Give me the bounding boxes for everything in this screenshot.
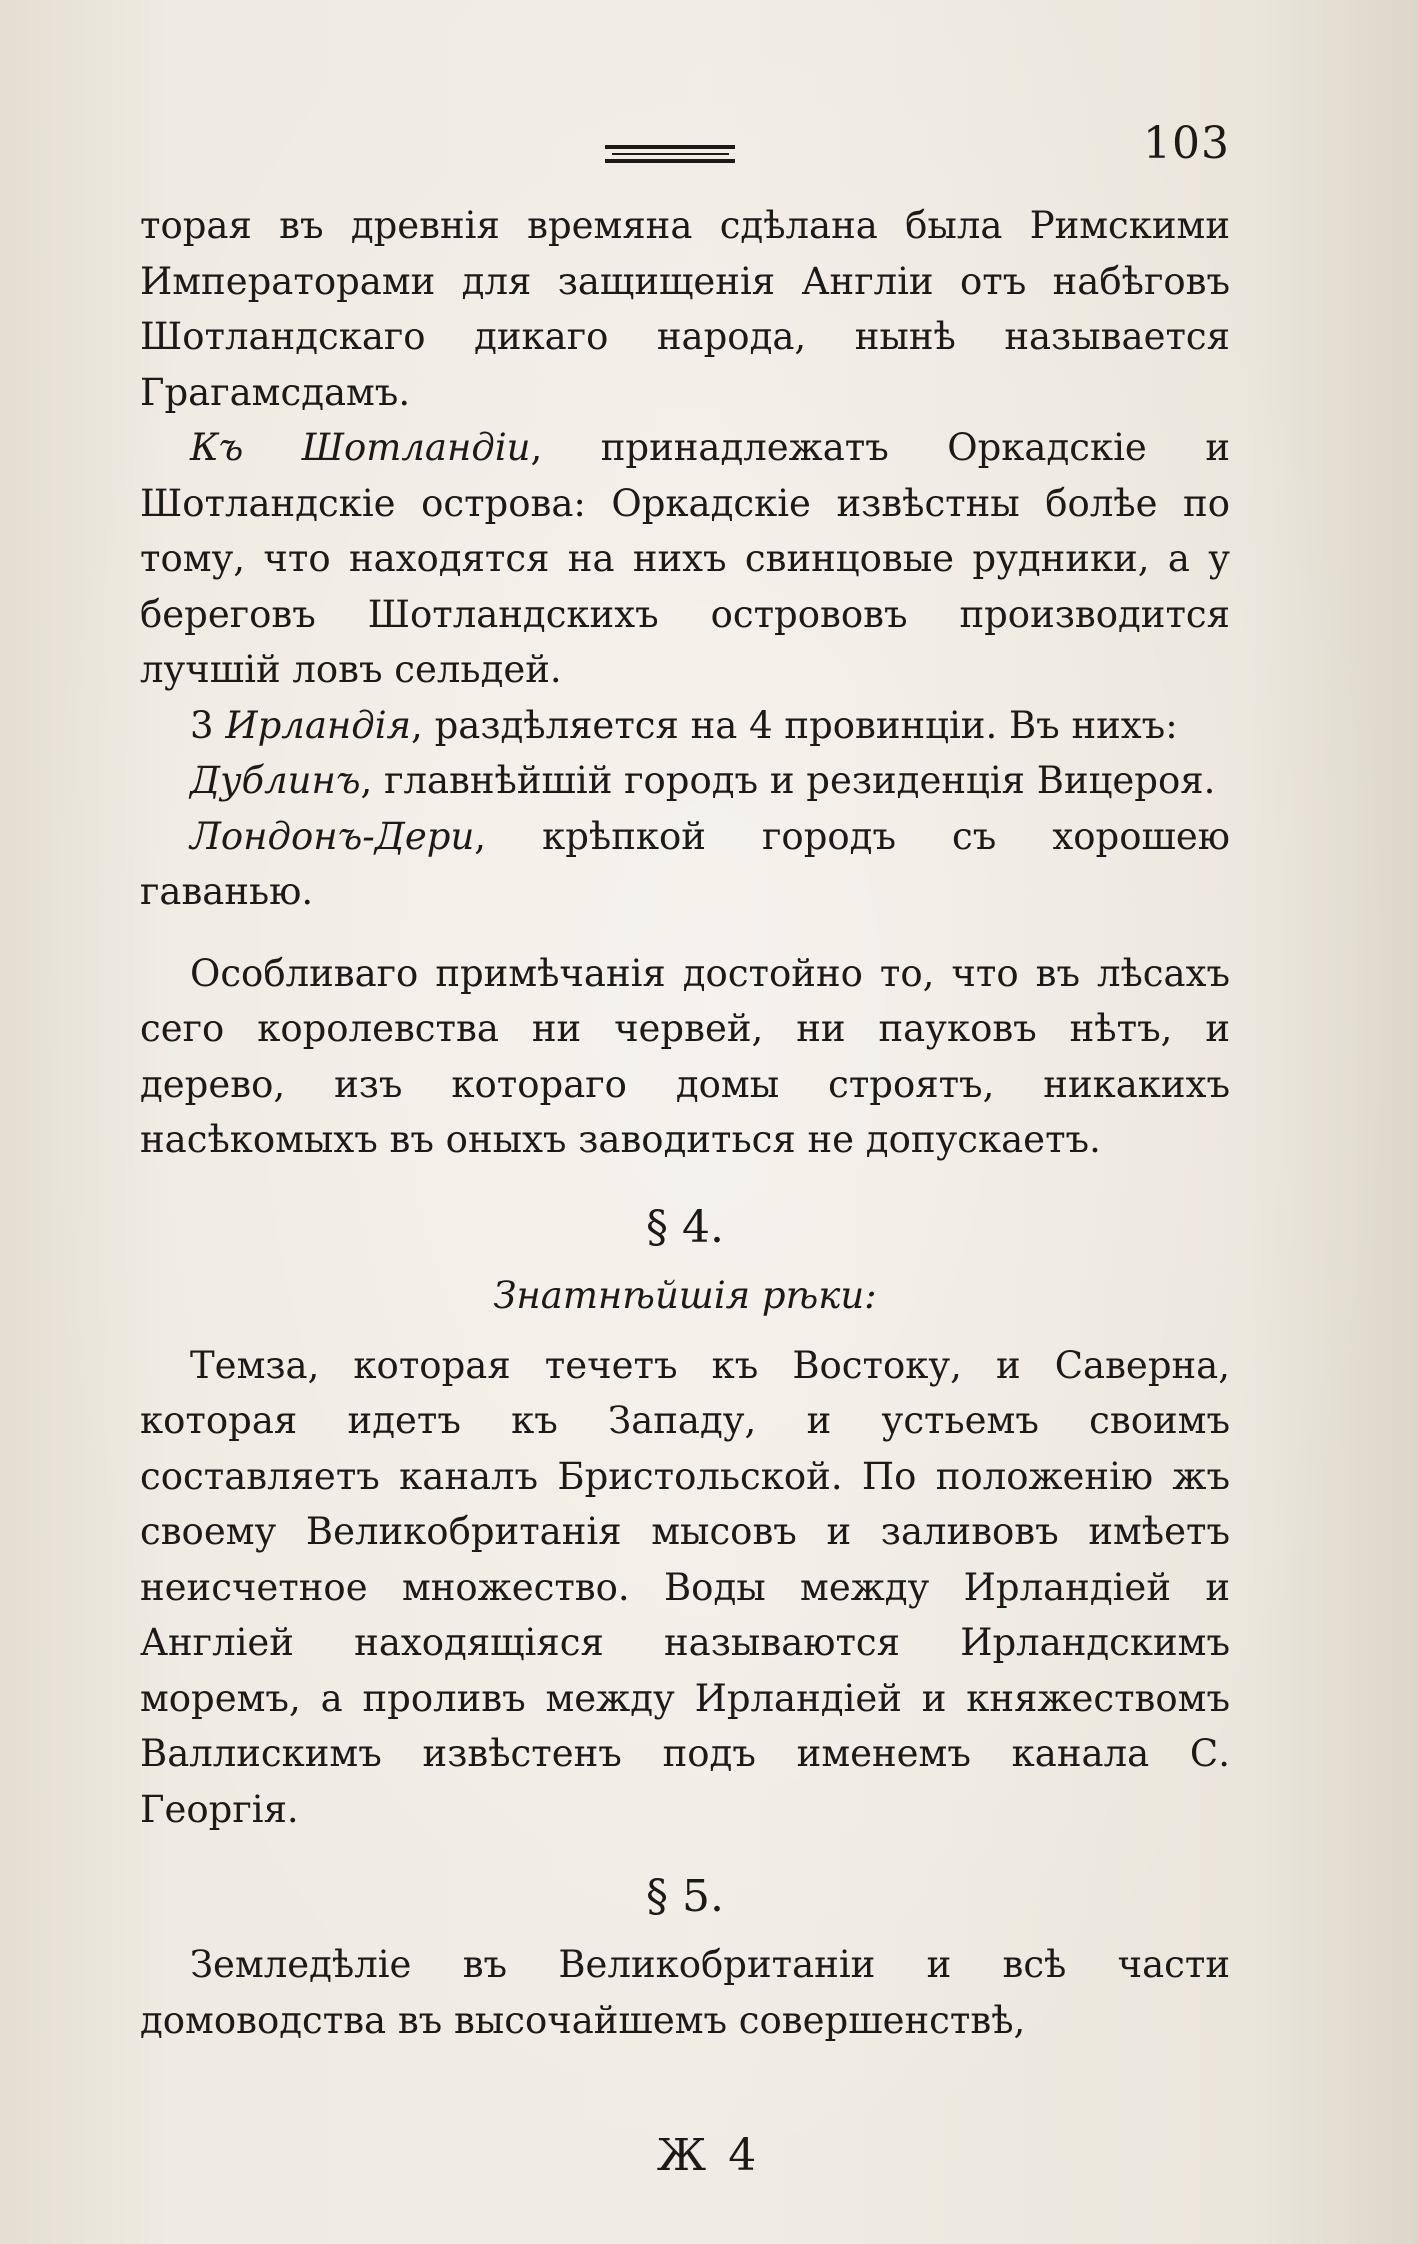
body-text xyxy=(140,198,1230,2048)
paragraph-agriculture: Земледѣліе въ Великобританіи и всѣ части домоводства въ высочайшемъ совершенствѣ, xyxy=(140,1943,1230,2042)
ornament-bar-middle xyxy=(612,153,729,155)
paragraph-rivers: Темза, которая течетъ къ Востоку, и Саверна, которая идетъ къ Западу, и устьемъ своимъ составляетъ каналъ Бристольской. По положенію жъ своему Великобританія мысовъ и заливовъ имѣетъ неисчетное множество. Воды между Ирландіей и Англіей находящіяся называются Ирландскимъ моремъ, а проливъ между Ирландіей и княжествомъ Валлискимъ извѣстенъ подъ именемъ канала С. Георгія. xyxy=(140,1343,1230,1831)
paragraph-grahams-dyke: торая въ древнія времяна сдѣлана была Римскими Императорами для защищенія Англіи отъ набѣговъ Шотландскаго дикаго народа, нынѣ называется Грагамсдамъ. xyxy=(140,204,1230,414)
paragraph-dublin-text: , главнѣйшій городъ и резиденція Вицероя. xyxy=(360,759,1216,802)
paragraph-londonderry xyxy=(140,809,1230,920)
paragraph-ireland xyxy=(140,698,1230,754)
paragraph-londonderry-text: , крѣпкой городъ съ хорошею гаванью. xyxy=(140,814,1230,913)
term-dublin: Дублинъ xyxy=(190,759,361,802)
ornament-bar-bottom xyxy=(605,159,735,163)
paragraph-scotland-text: , принадлежатъ Оркадскіе и Шотландскіе острова: Оркадскіе извѣстны болѣе по тому, что находятся на нихъ свинцовые рудники, а у береговъ Шотландскихъ острововъ производится лучшій ловъ сельдей. xyxy=(140,426,1230,691)
paragraph-gap xyxy=(140,920,1230,946)
paragraph-scotland xyxy=(140,420,1230,698)
term-londonderry: Лондонъ-Дери xyxy=(190,814,475,858)
section-4-subheading: Знатнѣйшія рѣки: xyxy=(493,1273,877,1317)
printer-signature-mark: Ж 4 xyxy=(656,2130,761,2181)
paragraph-dublin xyxy=(140,753,1230,809)
header-ornament-rule xyxy=(605,145,735,159)
item-number: 3 xyxy=(190,703,214,747)
ornament-bar-top xyxy=(605,145,735,149)
term-ireland: Ирландія xyxy=(225,703,412,747)
section-5-heading: § 5. xyxy=(646,1871,724,1922)
page-number: 103 xyxy=(1143,118,1230,169)
page-header xyxy=(140,118,1230,178)
paragraph-no-insects: Особливаго примѣчанія достойно то, что въ лѣсахъ сего королевства ни червей, ни пауковъ нѣтъ, и дерево, изъ котораго домы строятъ, никакихъ насѣкомыхъ въ оныхъ заводиться не допускаетъ. xyxy=(140,951,1230,1161)
section-4-heading: § 4. xyxy=(646,1201,724,1253)
term-scotland: Къ Шотландіи xyxy=(190,426,531,469)
paragraph-ireland-text: , раздѣляется на 4 провинціи. Въ нихъ: xyxy=(411,703,1178,747)
